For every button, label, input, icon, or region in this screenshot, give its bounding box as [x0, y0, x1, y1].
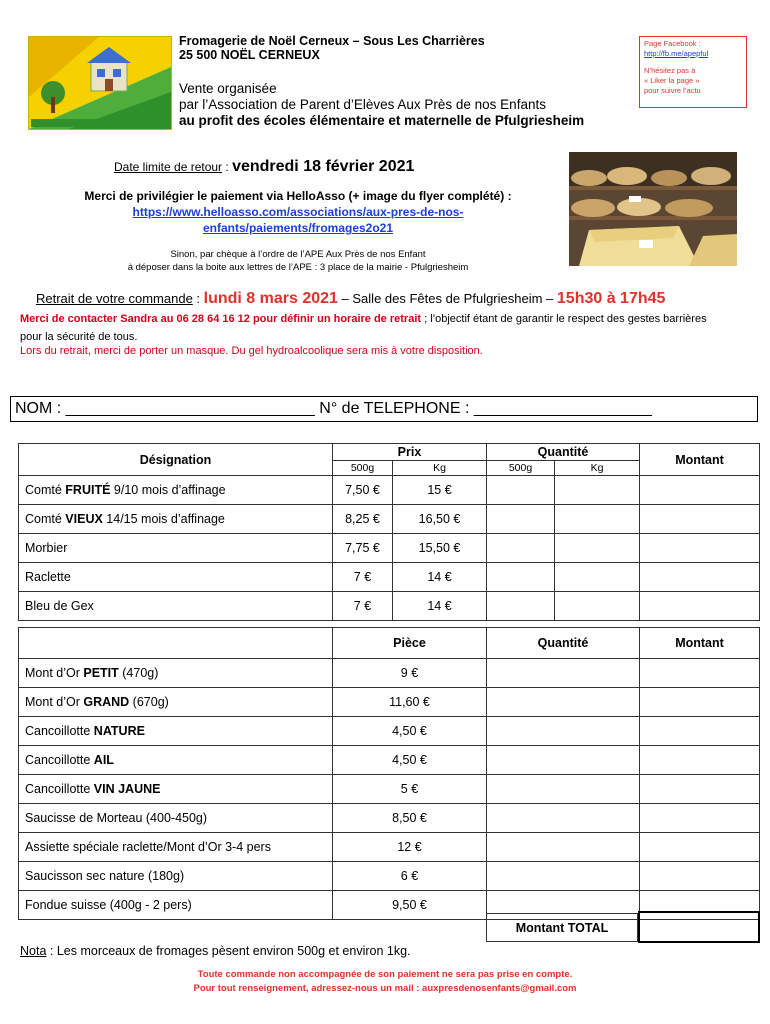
price-kg: 14 €	[393, 592, 487, 621]
footer	[0, 968, 770, 996]
table-row	[19, 534, 760, 563]
item-name: Cancoillotte	[25, 724, 94, 738]
price-piece: 5 €	[333, 775, 487, 804]
item-name: Raclette	[25, 570, 71, 584]
table-row	[19, 804, 760, 833]
table-row	[19, 833, 760, 862]
footer-line-2: Pour tout renseignement, adressez-nous un mail : auxpresdenosenfants@gmail.com	[193, 983, 577, 994]
col-quantite: Quantité	[487, 444, 640, 461]
total-field[interactable]	[638, 911, 760, 943]
item-name: Cancoillotte	[25, 753, 94, 767]
retrait-date: lundi 8 mars 2021	[203, 290, 338, 307]
qty-field[interactable]	[487, 746, 640, 775]
qty-kg-field[interactable]	[555, 505, 640, 534]
masque-note: Lors du retrait, merci de porter un masque. Du gel hydroalcoolique sera mis à votre disposition.	[20, 345, 483, 357]
table-row	[19, 746, 760, 775]
col-qte-500g: 500g	[487, 461, 555, 476]
cheque-line-2: à déposer dans la boite aux lettres de l’APE : 3 place de la mairie - Pfulgriesheim	[127, 262, 469, 273]
table-row	[19, 592, 760, 621]
footer-line-1: Toute commande non accompagnée de son paiement ne sera pas prise en compte.	[197, 969, 573, 980]
col-quantite: Quantité	[487, 628, 640, 659]
nota	[20, 944, 411, 958]
cheese-photo	[569, 152, 737, 266]
item-name: Bleu de Gex	[25, 599, 94, 613]
qty-field[interactable]	[487, 804, 640, 833]
qty-500g-field[interactable]	[487, 534, 555, 563]
item-variant: NATURE	[93, 724, 145, 738]
price-piece: 9,50 €	[333, 891, 487, 920]
item-name: Morbier	[25, 541, 68, 555]
fromagerie-address: 25 500 NOËL CERNEUX	[179, 48, 320, 62]
sale-line-2: par l’Association de Parent d’Elèves Aux Près de nos Enfants	[179, 97, 546, 112]
nota-text: : Les morceaux de fromages pèsent environ 500g et environ 1kg.	[46, 944, 411, 958]
table-row	[19, 505, 760, 534]
montant-field[interactable]	[640, 717, 760, 746]
col-montant: Montant	[640, 628, 760, 659]
name-phone-field[interactable]: NOM : ____________________________ N° de TELEPHONE : ____________________	[10, 396, 758, 422]
retrait-hours: 15h30 à 17h45	[556, 290, 666, 307]
deadline-label: Date limite de retour	[114, 160, 223, 174]
helloasso-link-1[interactable]: https://www.helloasso.com/associations/aux-pres-de-nos-	[132, 205, 464, 219]
qty-field[interactable]	[487, 833, 640, 862]
qty-kg-field[interactable]	[555, 534, 640, 563]
price-piece: 4,50 €	[333, 717, 487, 746]
price-piece: 6 €	[333, 862, 487, 891]
qty-field[interactable]	[487, 688, 640, 717]
payment-text: Merci de privilégier le paiement via HelloAsso (+ image du flyer complété) :	[84, 189, 512, 203]
col-blank	[19, 628, 333, 659]
table-row	[19, 476, 760, 505]
montant-field[interactable]	[640, 563, 760, 592]
sale-info	[179, 81, 584, 129]
deadline-sep: :	[222, 160, 233, 174]
table-row	[19, 688, 760, 717]
item-name: Saucisson sec nature (180g)	[25, 869, 185, 883]
item-detail: (670g)	[129, 695, 169, 709]
col-qte-kg: Kg	[555, 461, 640, 476]
qty-field[interactable]	[487, 862, 640, 891]
col-prix-kg: Kg	[393, 461, 487, 476]
facebook-box	[639, 36, 747, 108]
item-name: Assiette spéciale raclette/Mont d’Or 3-4 pers	[25, 840, 271, 854]
item-detail: 14/15 mois d’affinage	[102, 512, 225, 526]
col-prix: Prix	[333, 444, 487, 461]
price-kg: 15 €	[393, 476, 487, 505]
qty-500g-field[interactable]	[487, 476, 555, 505]
price-500g: 8,25 €	[333, 505, 393, 534]
retrait-label: Retrait de votre commande	[36, 291, 193, 306]
sale-line-3: au profit des écoles élémentaire et maternelle de Pfulgriesheim	[179, 113, 585, 128]
qty-500g-field[interactable]	[487, 505, 555, 534]
item-name: Cancoillotte	[25, 782, 94, 796]
col-prix-500g: 500g	[333, 461, 393, 476]
price-piece: 11,60 €	[333, 688, 487, 717]
qty-field[interactable]	[487, 659, 640, 688]
item-name: Comté	[25, 483, 66, 497]
item-variant: AIL	[93, 753, 114, 767]
montant-field[interactable]	[640, 534, 760, 563]
contact-rest: ; l’objectif étant de garantir le respect des gestes barrières pour la sécurité de tous.	[20, 313, 707, 343]
qty-500g-field[interactable]	[487, 563, 555, 592]
deadline	[114, 158, 414, 176]
item-detail: (470g)	[118, 666, 159, 680]
payment-info	[38, 188, 558, 236]
table-row	[19, 563, 760, 592]
school-logo	[28, 36, 172, 130]
col-montant: Montant	[640, 444, 760, 476]
montant-field[interactable]	[640, 476, 760, 505]
facebook-cta-2: « Liker la page »	[644, 76, 700, 85]
item-variant: FRUITÉ	[65, 483, 111, 497]
item-name: Saucisse de Morteau (400-450g)	[25, 811, 208, 825]
item-name: Fondue suisse (400g - 2 pers)	[25, 898, 192, 912]
price-500g: 7 €	[333, 592, 393, 621]
col-designation: Désignation	[19, 444, 333, 476]
price-piece: 8,50 €	[333, 804, 487, 833]
price-500g: 7,75 €	[333, 534, 393, 563]
montant-field[interactable]	[640, 505, 760, 534]
sale-line-1: Vente organisée	[179, 81, 277, 96]
cheque-info	[38, 248, 558, 274]
price-500g: 7 €	[333, 563, 393, 592]
retrait-place: – Salle des Fêtes de Pfulgriesheim –	[337, 291, 557, 306]
facebook-cta-3: pour suivre l’actu	[644, 86, 701, 95]
montant-field[interactable]	[640, 833, 760, 862]
item-name: Comté	[25, 512, 66, 526]
cheque-line-1: Sinon, par chèque à l’ordre de l’APE Aux Près de nos Enfant	[170, 249, 426, 260]
item-name: Mont d’Or	[25, 666, 84, 680]
price-kg: 16,50 €	[393, 505, 487, 534]
table-row	[19, 659, 760, 688]
qty-kg-field[interactable]	[555, 592, 640, 621]
price-kg: 15,50 €	[393, 534, 487, 563]
item-variant: VIEUX	[65, 512, 103, 526]
montant-field[interactable]	[640, 592, 760, 621]
item-variant: GRAND	[83, 695, 130, 709]
facebook-cta-1: N’hésitez pas à	[644, 66, 696, 75]
item-variant: VIN JAUNE	[93, 782, 161, 796]
total-label: Montant TOTAL	[486, 913, 638, 942]
qty-field[interactable]	[487, 717, 640, 746]
price-500g: 7,50 €	[333, 476, 393, 505]
fromagerie-header	[179, 34, 485, 62]
contact-sandra: Merci de contacter Sandra au 06 28 64 16 12 pour définir un horaire de retrait	[20, 313, 422, 325]
retrait-info	[36, 290, 665, 308]
deadline-date: vendredi 18 février 2021	[232, 158, 415, 175]
price-kg: 14 €	[393, 563, 487, 592]
table-row	[19, 862, 760, 891]
montant-field[interactable]	[640, 659, 760, 688]
price-piece: 9 €	[333, 659, 487, 688]
table-row	[19, 775, 760, 804]
montant-field[interactable]	[640, 688, 760, 717]
facebook-link[interactable]: http://fb.me/apepful	[644, 49, 709, 58]
col-piece: Pièce	[333, 628, 487, 659]
retrait-sep: :	[192, 291, 204, 306]
montant-field[interactable]	[640, 862, 760, 891]
qty-kg-field[interactable]	[555, 476, 640, 505]
item-detail: 9/10 mois d’affinage	[110, 483, 226, 497]
item-variant: PETIT	[83, 666, 119, 680]
montant-field[interactable]	[640, 746, 760, 775]
pieces-table	[18, 627, 760, 920]
contact-note	[20, 310, 730, 346]
price-piece: 12 €	[333, 833, 487, 862]
nota-label: Nota	[20, 944, 47, 958]
qty-500g-field[interactable]	[487, 592, 555, 621]
qty-kg-field[interactable]	[555, 563, 640, 592]
montant-field[interactable]	[640, 775, 760, 804]
montant-field[interactable]	[640, 804, 760, 833]
helloasso-link-2[interactable]: enfants/paiements/fromages2o21	[202, 221, 394, 235]
item-name: Mont d’Or	[25, 695, 84, 709]
facebook-title: Page Facebook :	[644, 39, 701, 48]
table-row	[19, 717, 760, 746]
price-piece: 4,50 €	[333, 746, 487, 775]
cheese-table	[18, 443, 760, 621]
fromagerie-name: Fromagerie de Noël Cerneux – Sous Les Charrières	[179, 34, 485, 48]
qty-field[interactable]	[487, 775, 640, 804]
